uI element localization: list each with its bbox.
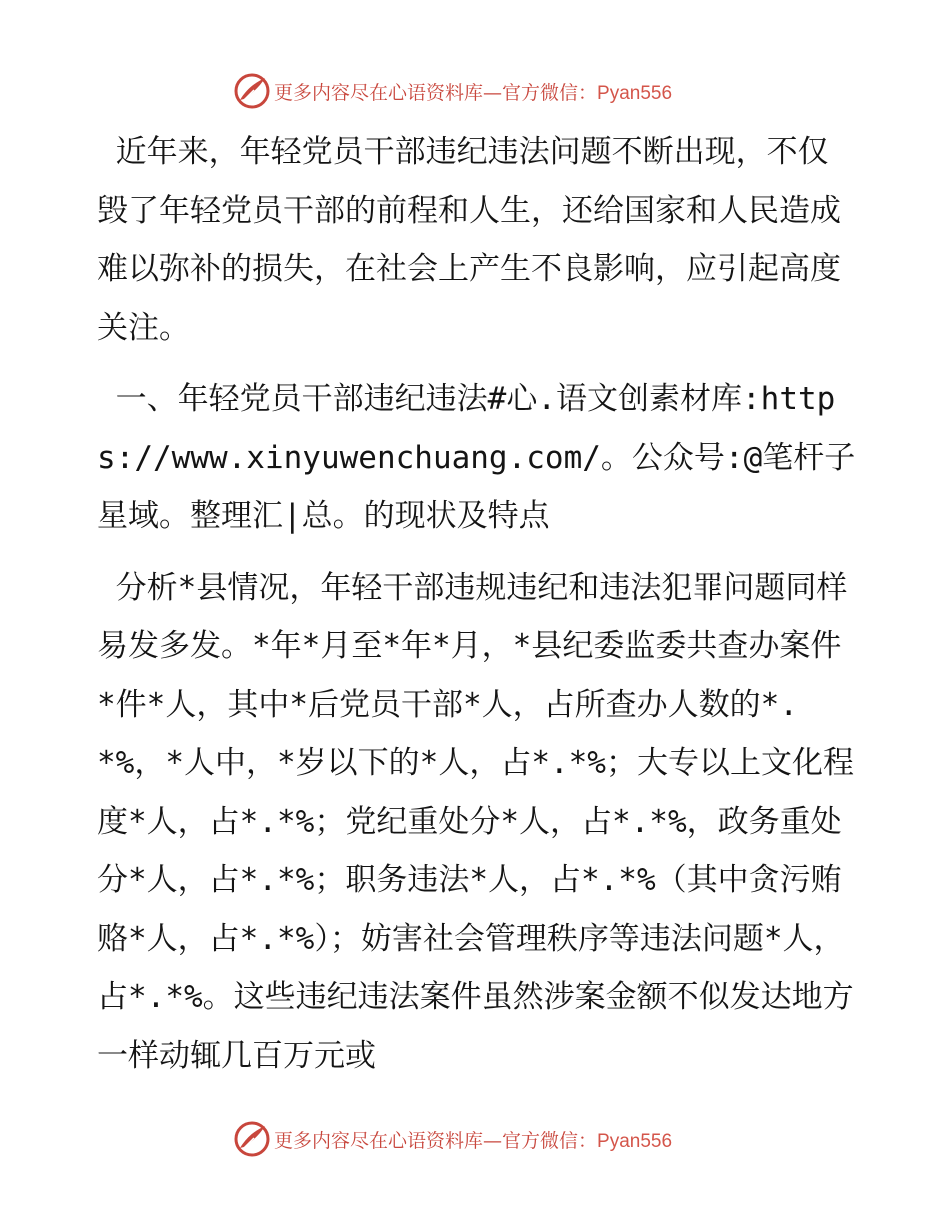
watermark-text [274,1126,672,1153]
paragraph-section-heading: 一、年轻党员干部违纪违法#心.语文创素材库:https://www.xinyuwenchuang.com/。公众号:@笔杆子星域。整理汇|总。的现状及特点 [97,381,856,534]
paragraph-intro: 近年来，年轻党员干部违纪违法问题不断出现，不仅毁了年轻党员干部的前程和人生，还给国家和人民造成难以弥补的损失，在社会上产生不良影响，应引起高度关注。 [97,134,841,346]
watermark-label: 官方微信： [502,81,598,104]
footer-watermark [234,1120,672,1158]
document-body [97,123,857,1085]
watermark-separator: — [483,1129,503,1152]
watermark-wechat-id: Pyan556 [597,82,673,104]
header-watermark [234,72,672,110]
paragraph-analysis: 分析*县情况，年轻干部违规违纪和违法犯罪问题同样易发多发。*年*月至*年*月，*县纪委监委共查办案件*件*人，其中*后党员干部*人，占所查办人数的*.*%，*人中，*岁以下的*人，占*.*%；大专以上文化程度*人，占*.*%；党纪重处分*人，占*.*%，政务重处分*人，占*.*%；职务违法*人，占*.*%（其中贪污贿赂*人，占*.*%）；妨害社会管理秩序等违法问题*人，占*.*%。这些违纪违法案件虽然涉案金额不似发达地方一样动辄几百万元或 [97,569,854,1074]
quill-logo-icon [234,73,270,109]
watermark-site: 更多内容尽在心语资料库 [274,1129,484,1152]
watermark-wechat-id: Pyan556 [597,1130,673,1152]
watermark-site: 更多内容尽在心语资料库 [274,81,484,104]
watermark-separator: — [483,81,503,104]
watermark-label: 官方微信： [502,1129,598,1152]
watermark-text [274,78,672,105]
quill-logo-icon [234,1121,270,1157]
